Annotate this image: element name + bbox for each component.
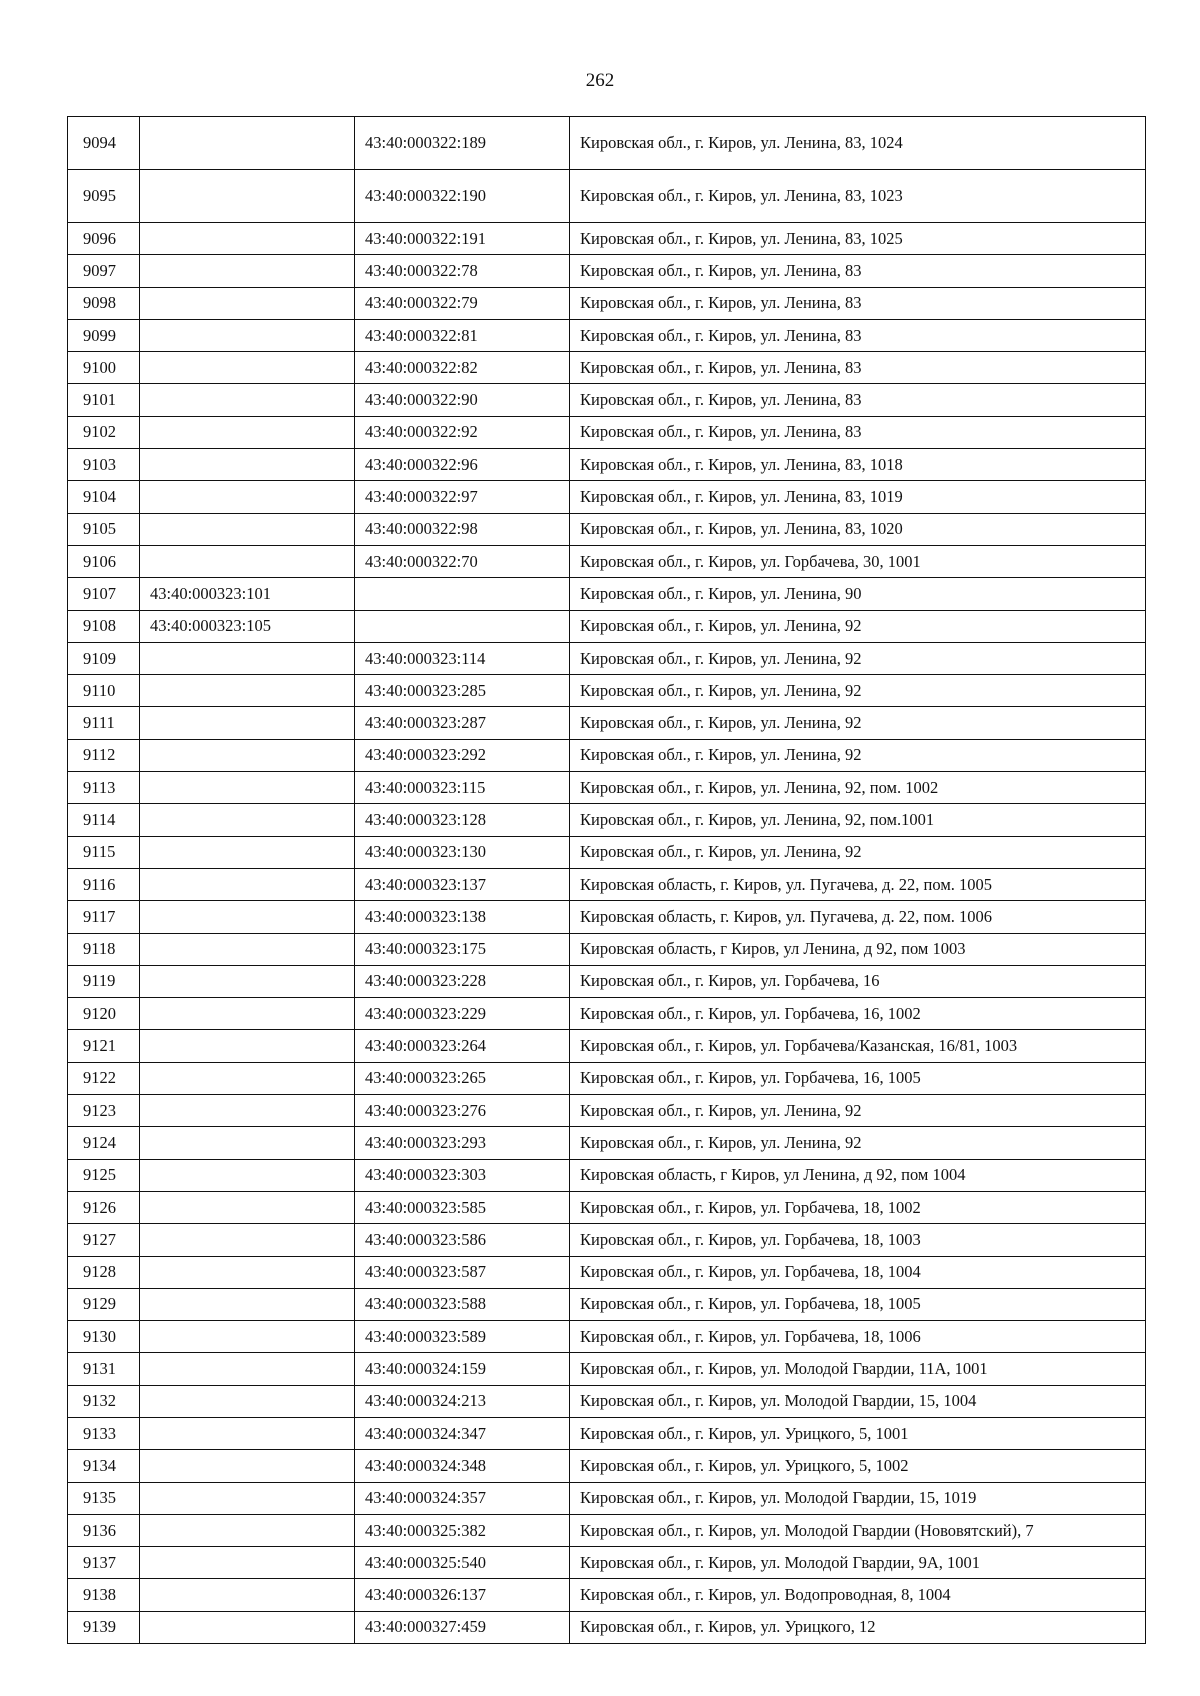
cadastral-number-primary-cell [140, 1547, 355, 1579]
table-row [68, 1321, 1146, 1353]
cadastral-number-primary-cell [140, 933, 355, 965]
row-number-cell: 9109 [68, 642, 140, 674]
table-row [68, 170, 1146, 223]
table-row [68, 1256, 1146, 1288]
cadastral-number-secondary-cell: 43:40:000323:115 [355, 772, 570, 804]
cadastral-number-primary-cell [140, 1224, 355, 1256]
row-number-cell: 9118 [68, 933, 140, 965]
cadastral-number-secondary-cell: 43:40:000323:586 [355, 1224, 570, 1256]
cadastral-number-secondary-cell: 43:40:000322:70 [355, 545, 570, 577]
row-number-cell: 9124 [68, 1127, 140, 1159]
row-number-cell: 9135 [68, 1482, 140, 1514]
row-number-cell: 9120 [68, 998, 140, 1030]
cadastral-number-primary-cell [140, 868, 355, 900]
cadastral-number-secondary-cell: 43:40:000322:189 [355, 117, 570, 170]
table-row [68, 416, 1146, 448]
table-row [68, 1095, 1146, 1127]
cadastral-number-primary-cell [140, 642, 355, 674]
cadastral-number-primary-cell [140, 707, 355, 739]
address-cell: Кировская обл., г. Киров, ул. Ленина, 92 [570, 1095, 1146, 1127]
table-row [68, 1482, 1146, 1514]
cadastral-number-primary-cell [140, 1353, 355, 1385]
row-number-cell: 9131 [68, 1353, 140, 1385]
cadastral-number-secondary-cell: 43:40:000322:78 [355, 255, 570, 287]
table-row [68, 933, 1146, 965]
cadastral-number-primary-cell [140, 287, 355, 319]
row-number-cell: 9096 [68, 223, 140, 255]
cadastral-number-secondary-cell: 43:40:000323:293 [355, 1127, 570, 1159]
cadastral-number-secondary-cell: 43:40:000322:92 [355, 416, 570, 448]
cadastral-number-primary-cell [140, 223, 355, 255]
table-row [68, 739, 1146, 771]
row-number-cell: 9129 [68, 1288, 140, 1320]
cadastral-number-secondary-cell: 43:40:000323:114 [355, 642, 570, 674]
cadastral-number-primary-cell [140, 513, 355, 545]
cadastral-number-secondary-cell: 43:40:000322:98 [355, 513, 570, 545]
cadastral-number-secondary-cell: 43:40:000322:81 [355, 319, 570, 351]
address-cell: Кировская обл., г. Киров, ул. Ленина, 83, 1024 [570, 117, 1146, 170]
row-number-cell: 9130 [68, 1321, 140, 1353]
cadastral-number-primary-cell [140, 1127, 355, 1159]
row-number-cell: 9098 [68, 287, 140, 319]
cadastral-number-secondary-cell: 43:40:000323:175 [355, 933, 570, 965]
row-number-cell: 9103 [68, 449, 140, 481]
row-number-cell: 9102 [68, 416, 140, 448]
table-row [68, 1579, 1146, 1611]
table-row [68, 707, 1146, 739]
cadastral-number-primary-cell [140, 170, 355, 223]
cadastral-number-primary-cell [140, 1159, 355, 1191]
address-cell: Кировская обл., г. Киров, ул. Горбачева, 18, 1003 [570, 1224, 1146, 1256]
table-row [68, 965, 1146, 997]
cadastral-number-primary-cell [140, 1385, 355, 1417]
table-row [68, 287, 1146, 319]
row-number-cell: 9097 [68, 255, 140, 287]
cadastral-number-secondary-cell: 43:40:000323:285 [355, 675, 570, 707]
address-cell: Кировская обл., г. Киров, ул. Горбачева, 16 [570, 965, 1146, 997]
cadastral-number-secondary-cell: 43:40:000327:459 [355, 1611, 570, 1643]
address-cell: Кировская обл., г. Киров, ул. Ленина, 83, 1018 [570, 449, 1146, 481]
address-cell: Кировская обл., г. Киров, ул. Молодой Гвардии, 9А, 1001 [570, 1547, 1146, 1579]
cadastral-number-primary-cell [140, 319, 355, 351]
cadastral-number-secondary-cell: 43:40:000323:130 [355, 836, 570, 868]
address-cell: Кировская обл., г. Киров, ул. Молодой Гвардии, 15, 1019 [570, 1482, 1146, 1514]
row-number-cell: 9136 [68, 1514, 140, 1546]
cadastral-number-secondary-cell [355, 610, 570, 642]
row-number-cell: 9099 [68, 319, 140, 351]
row-number-cell: 9117 [68, 901, 140, 933]
address-cell: Кировская обл., г. Киров, ул. Ленина, 92 [570, 675, 1146, 707]
address-cell: Кировская обл., г. Киров, ул. Урицкого, 5, 1002 [570, 1450, 1146, 1482]
address-cell: Кировская область, г Киров, ул Ленина, д 92, пом 1003 [570, 933, 1146, 965]
row-number-cell: 9100 [68, 352, 140, 384]
cadastral-number-primary-cell [140, 965, 355, 997]
address-cell: Кировская обл., г. Киров, ул. Горбачева, 18, 1004 [570, 1256, 1146, 1288]
cadastral-number-primary-cell [140, 998, 355, 1030]
row-number-cell: 9137 [68, 1547, 140, 1579]
table-row [68, 1127, 1146, 1159]
cadastral-number-secondary-cell: 43:40:000322:96 [355, 449, 570, 481]
row-number-cell: 9125 [68, 1159, 140, 1191]
page-number: 262 [585, 70, 615, 91]
cadastral-number-secondary-cell: 43:40:000322:191 [355, 223, 570, 255]
cadastral-number-secondary-cell: 43:40:000324:357 [355, 1482, 570, 1514]
row-number-cell: 9116 [68, 868, 140, 900]
cadastral-number-secondary-cell: 43:40:000323:228 [355, 965, 570, 997]
table-row [68, 675, 1146, 707]
cadastral-number-primary-cell [140, 1191, 355, 1223]
address-cell: Кировская обл., г. Киров, ул. Ленина, 83 [570, 352, 1146, 384]
address-cell: Кировская обл., г. Киров, ул. Ленина, 83, 1023 [570, 170, 1146, 223]
table-row [68, 1353, 1146, 1385]
row-number-cell: 9128 [68, 1256, 140, 1288]
row-number-cell: 9133 [68, 1417, 140, 1449]
table-row [68, 804, 1146, 836]
cadastral-number-primary-cell [140, 1417, 355, 1449]
cadastral-number-primary-cell [140, 1030, 355, 1062]
cadastral-number-secondary-cell: 43:40:000323:588 [355, 1288, 570, 1320]
cadastral-number-secondary-cell: 43:40:000325:540 [355, 1547, 570, 1579]
row-number-cell: 9112 [68, 739, 140, 771]
row-number-cell: 9126 [68, 1191, 140, 1223]
cadastral-number-primary-cell [140, 1062, 355, 1094]
cadastral-number-primary-cell [140, 1450, 355, 1482]
table-row [68, 998, 1146, 1030]
property-registry-table [67, 116, 1146, 1644]
cadastral-number-primary-cell [140, 772, 355, 804]
cadastral-number-secondary-cell [355, 578, 570, 610]
address-cell: Кировская обл., г. Киров, ул. Ленина, 92 [570, 642, 1146, 674]
cadastral-number-secondary-cell: 43:40:000323:287 [355, 707, 570, 739]
cadastral-number-primary-cell [140, 384, 355, 416]
table-row [68, 610, 1146, 642]
cadastral-number-secondary-cell: 43:40:000323:303 [355, 1159, 570, 1191]
cadastral-number-primary-cell: 43:40:000323:105 [140, 610, 355, 642]
cadastral-number-primary-cell [140, 1482, 355, 1514]
cadastral-number-primary-cell [140, 1256, 355, 1288]
cadastral-number-secondary-cell: 43:40:000324:348 [355, 1450, 570, 1482]
cadastral-number-secondary-cell: 43:40:000323:229 [355, 998, 570, 1030]
table-row [68, 449, 1146, 481]
table-row [68, 901, 1146, 933]
table-row [68, 1191, 1146, 1223]
cadastral-number-secondary-cell: 43:40:000323:292 [355, 739, 570, 771]
row-number-cell: 9094 [68, 117, 140, 170]
row-number-cell: 9113 [68, 772, 140, 804]
cadastral-number-secondary-cell: 43:40:000322:190 [355, 170, 570, 223]
table-row [68, 223, 1146, 255]
cadastral-number-primary-cell [140, 836, 355, 868]
row-number-cell: 9108 [68, 610, 140, 642]
table-row [68, 836, 1146, 868]
cadastral-number-primary-cell [140, 1095, 355, 1127]
address-cell: Кировская обл., г. Киров, ул. Ленина, 92, пом. 1002 [570, 772, 1146, 804]
address-cell: Кировская обл., г. Киров, ул. Молодой Гвардии, 11А, 1001 [570, 1353, 1146, 1385]
cadastral-number-primary-cell [140, 739, 355, 771]
row-number-cell: 9114 [68, 804, 140, 836]
row-number-cell: 9134 [68, 1450, 140, 1482]
cadastral-number-secondary-cell: 43:40:000324:159 [355, 1353, 570, 1385]
table-row [68, 1514, 1146, 1546]
table-row [68, 481, 1146, 513]
row-number-cell: 9138 [68, 1579, 140, 1611]
address-cell: Кировская обл., г. Киров, ул. Ленина, 83 [570, 255, 1146, 287]
table-row [68, 1547, 1146, 1579]
address-cell: Кировская обл., г. Киров, ул. Ленина, 92 [570, 739, 1146, 771]
cadastral-number-primary-cell [140, 1611, 355, 1643]
table-row [68, 578, 1146, 610]
table-row [68, 255, 1146, 287]
table-row [68, 1030, 1146, 1062]
row-number-cell: 9127 [68, 1224, 140, 1256]
row-number-cell: 9123 [68, 1095, 140, 1127]
address-cell: Кировская обл., г. Киров, ул. Ленина, 83, 1019 [570, 481, 1146, 513]
table-row [68, 1159, 1146, 1191]
address-cell: Кировская обл., г. Киров, ул. Ленина, 83 [570, 319, 1146, 351]
cadastral-number-primary-cell [140, 255, 355, 287]
table-row [68, 1062, 1146, 1094]
cadastral-number-secondary-cell: 43:40:000323:264 [355, 1030, 570, 1062]
cadastral-number-primary-cell [140, 1288, 355, 1320]
row-number-cell: 9095 [68, 170, 140, 223]
address-cell: Кировская обл., г. Киров, ул. Ленина, 83 [570, 416, 1146, 448]
table-row [68, 1450, 1146, 1482]
address-cell: Кировская обл., г. Киров, ул. Ленина, 92 [570, 707, 1146, 739]
row-number-cell: 9139 [68, 1611, 140, 1643]
cadastral-number-primary-cell [140, 449, 355, 481]
address-cell: Кировская область, г. Киров, ул. Пугачева, д. 22, пом. 1006 [570, 901, 1146, 933]
table-row [68, 319, 1146, 351]
address-cell: Кировская обл., г. Киров, ул. Горбачева, 18, 1006 [570, 1321, 1146, 1353]
table-row [68, 1385, 1146, 1417]
table-row [68, 1224, 1146, 1256]
row-number-cell: 9132 [68, 1385, 140, 1417]
cadastral-number-primary-cell [140, 481, 355, 513]
cadastral-number-secondary-cell: 43:40:000322:82 [355, 352, 570, 384]
table-row [68, 117, 1146, 170]
address-cell: Кировская обл., г. Киров, ул. Молодой Гвардии (Нововятский), 7 [570, 1514, 1146, 1546]
cadastral-number-secondary-cell: 43:40:000323:589 [355, 1321, 570, 1353]
address-cell: Кировская обл., г. Киров, ул. Ленина, 83, 1025 [570, 223, 1146, 255]
cadastral-number-primary-cell: 43:40:000323:101 [140, 578, 355, 610]
table-row [68, 868, 1146, 900]
cadastral-number-primary-cell [140, 545, 355, 577]
cadastral-number-secondary-cell: 43:40:000326:137 [355, 1579, 570, 1611]
row-number-cell: 9121 [68, 1030, 140, 1062]
cadastral-number-primary-cell [140, 1579, 355, 1611]
address-cell: Кировская обл., г. Киров, ул. Ленина, 83 [570, 287, 1146, 319]
table-row [68, 1417, 1146, 1449]
cadastral-number-secondary-cell: 43:40:000323:585 [355, 1191, 570, 1223]
cadastral-number-secondary-cell: 43:40:000323:137 [355, 868, 570, 900]
address-cell: Кировская обл., г. Киров, ул. Горбачева, 16, 1005 [570, 1062, 1146, 1094]
cadastral-number-secondary-cell: 43:40:000324:213 [355, 1385, 570, 1417]
address-cell: Кировская обл., г. Киров, ул. Ленина, 90 [570, 578, 1146, 610]
cadastral-number-primary-cell [140, 1514, 355, 1546]
row-number-cell: 9110 [68, 675, 140, 707]
row-number-cell: 9104 [68, 481, 140, 513]
table-row [68, 545, 1146, 577]
cadastral-number-secondary-cell: 43:40:000322:79 [355, 287, 570, 319]
table-row [68, 1611, 1146, 1643]
address-cell: Кировская обл., г. Киров, ул. Ленина, 92, пом.1001 [570, 804, 1146, 836]
row-number-cell: 9111 [68, 707, 140, 739]
cadastral-number-primary-cell [140, 117, 355, 170]
cadastral-number-secondary-cell: 43:40:000323:276 [355, 1095, 570, 1127]
cadastral-number-primary-cell [140, 416, 355, 448]
address-cell: Кировская обл., г. Киров, ул. Горбачева, 18, 1002 [570, 1191, 1146, 1223]
address-cell: Кировская обл., г. Киров, ул. Горбачева/Казанская, 16/81, 1003 [570, 1030, 1146, 1062]
row-number-cell: 9107 [68, 578, 140, 610]
cadastral-number-secondary-cell: 43:40:000323:138 [355, 901, 570, 933]
address-cell: Кировская область, г Киров, ул Ленина, д 92, пом 1004 [570, 1159, 1146, 1191]
table-row [68, 1288, 1146, 1320]
row-number-cell: 9115 [68, 836, 140, 868]
cadastral-number-secondary-cell: 43:40:000323:265 [355, 1062, 570, 1094]
row-number-cell: 9119 [68, 965, 140, 997]
row-number-cell: 9122 [68, 1062, 140, 1094]
address-cell: Кировская обл., г. Киров, ул. Урицкого, 12 [570, 1611, 1146, 1643]
address-cell: Кировская обл., г. Киров, ул. Горбачева, 16, 1002 [570, 998, 1146, 1030]
address-cell: Кировская обл., г. Киров, ул. Ленина, 83 [570, 384, 1146, 416]
address-cell: Кировская обл., г. Киров, ул. Водопроводная, 8, 1004 [570, 1579, 1146, 1611]
cadastral-number-secondary-cell: 43:40:000322:97 [355, 481, 570, 513]
cadastral-number-primary-cell [140, 352, 355, 384]
address-cell: Кировская обл., г. Киров, ул. Ленина, 83, 1020 [570, 513, 1146, 545]
row-number-cell: 9101 [68, 384, 140, 416]
cadastral-number-secondary-cell: 43:40:000323:587 [355, 1256, 570, 1288]
table-row [68, 513, 1146, 545]
cadastral-number-primary-cell [140, 1321, 355, 1353]
table-row [68, 772, 1146, 804]
cadastral-number-secondary-cell: 43:40:000323:128 [355, 804, 570, 836]
row-number-cell: 9105 [68, 513, 140, 545]
address-cell: Кировская обл., г. Киров, ул. Горбачева, 18, 1005 [570, 1288, 1146, 1320]
address-cell: Кировская обл., г. Киров, ул. Ленина, 92 [570, 836, 1146, 868]
address-cell: Кировская обл., г. Киров, ул. Горбачева, 30, 1001 [570, 545, 1146, 577]
row-number-cell: 9106 [68, 545, 140, 577]
address-cell: Кировская обл., г. Киров, ул. Урицкого, 5, 1001 [570, 1417, 1146, 1449]
table-row [68, 384, 1146, 416]
cadastral-number-secondary-cell: 43:40:000324:347 [355, 1417, 570, 1449]
cadastral-number-primary-cell [140, 675, 355, 707]
table-row [68, 642, 1146, 674]
address-cell: Кировская обл., г. Киров, ул. Ленина, 92 [570, 610, 1146, 642]
cadastral-number-secondary-cell: 43:40:000322:90 [355, 384, 570, 416]
registry-body [68, 117, 1146, 1644]
table-row [68, 352, 1146, 384]
cadastral-number-primary-cell [140, 901, 355, 933]
address-cell: Кировская обл., г. Киров, ул. Ленина, 92 [570, 1127, 1146, 1159]
cadastral-number-secondary-cell: 43:40:000325:382 [355, 1514, 570, 1546]
address-cell: Кировская обл., г. Киров, ул. Молодой Гвардии, 15, 1004 [570, 1385, 1146, 1417]
address-cell: Кировская область, г. Киров, ул. Пугачева, д. 22, пом. 1005 [570, 868, 1146, 900]
cadastral-number-primary-cell [140, 804, 355, 836]
